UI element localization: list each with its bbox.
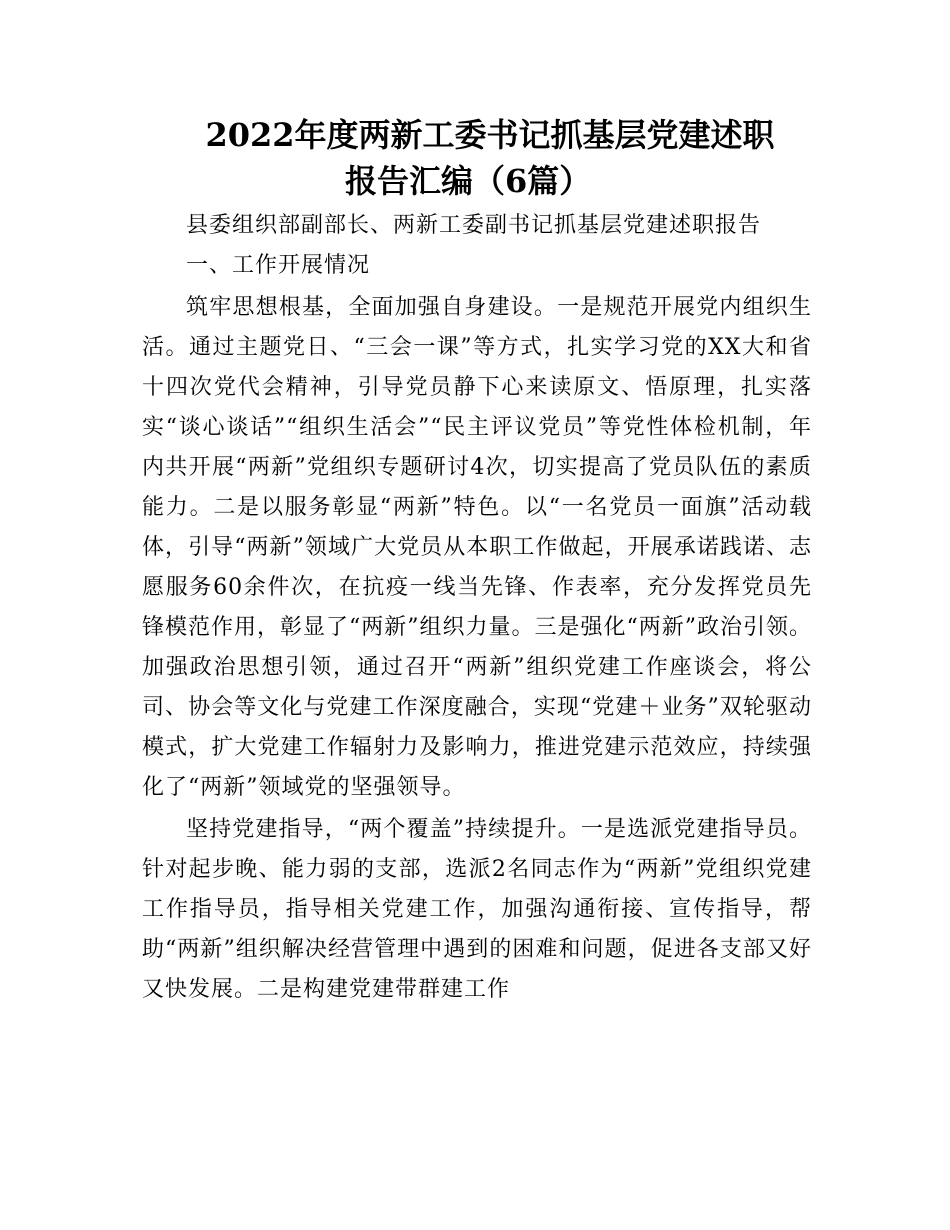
title-line-2: 报告汇编（6篇）: [345, 162, 592, 200]
document-title: [140, 112, 810, 204]
section-heading: 一、工作开展情况: [186, 253, 371, 278]
document-body: [142, 206, 812, 1010]
body-paragraph-1: 筑牢思想根基，全面加强自身建设。一是规范开展党内组织生活。通过主题党日、“三会一课”等方式，扎实学习党的XX大和省十四次党代会精神，引导党员静下心来读原文、悟原理，扎实落实“谈心谈话”“组织生活会”“民主评议党员”等党性体检机制，年内共开展“两新”党组织专题研讨4次，切实提高了党员队伍的素质能力。二是以服务彰显“两新”特色。以“一名党员一面旗”活动载体，引导“两新”领域广大党员从本职工作做起，开展承诺践诺、志愿服务60余件次，在抗疫一线当先锋、作表率，充分发挥党员先锋模范作用，彰显了“两新”组织力量。三是强化“两新”政治引领。加强政治思想引领，通过召开“两新”组织党建工作座谈会，将公司、协会等文化与党建工作深度融合，实现“党建＋业务”双轮驱动模式，扩大党建工作辐射力及影响力，推进党建示范效应，持续强化了“两新”领域党的坚强领导。: [142, 295, 812, 800]
title-line-1: 2022年度两新工委书记抓基层党建述职: [205, 116, 775, 154]
report-subtitle: 县委组织部副部长、两新工委副书记抓基层党建述职报告: [186, 213, 762, 238]
body-paragraph-2: 坚持党建指导，“两个覆盖”持续提升。一是选派党建指导员。针对起步晚、能力弱的支部，选派2名同志作为“两新”党组织党建工作指导员，指导相关党建工作，加强沟通衔接、宣传指导，帮助“两新”组织解决经营管理中遇到的困难和问题，促进各支部又好又快发展。二是构建党建带群建工作: [142, 817, 812, 1002]
